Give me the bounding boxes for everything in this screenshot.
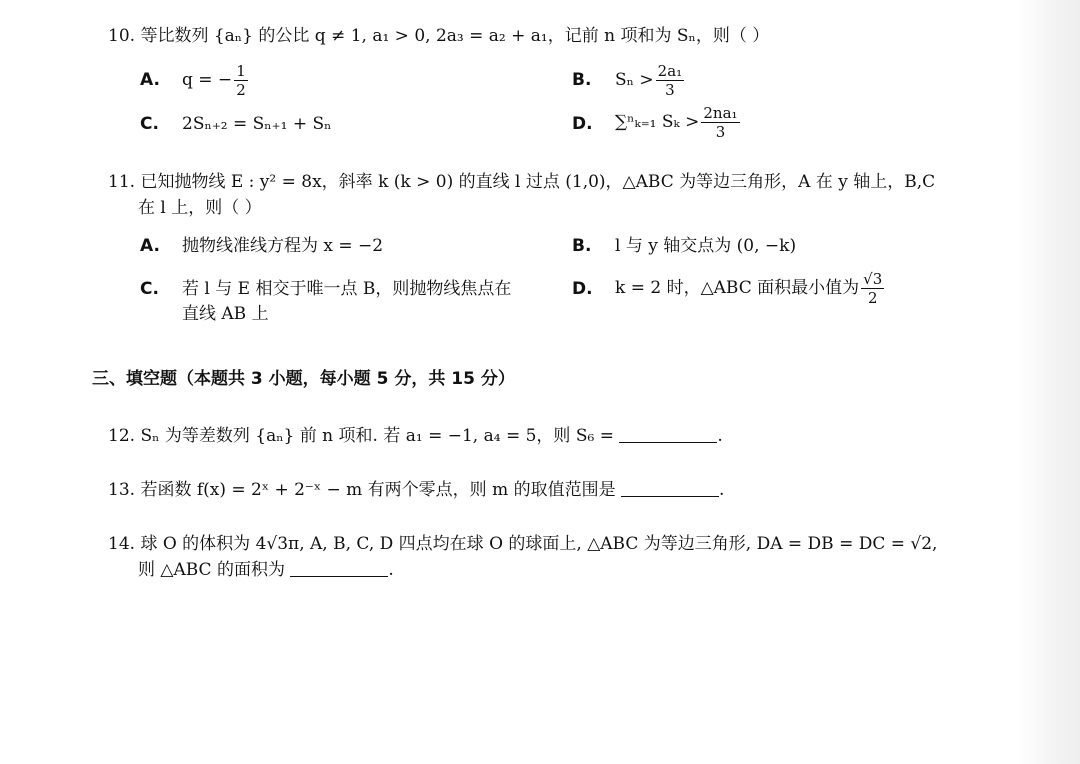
q11-option-b-label: B. — [572, 236, 592, 256]
question-12: 12. Sₙ 为等差数列 {aₙ} 前 n 项和. 若 a₁ = −1, a₄ = 5，则 S₆ = . — [108, 426, 723, 446]
question-13: 13. 若函数 f(x) = 2ˣ + 2⁻ˣ − m 有两个零点，则 m 的取值范围是 . — [108, 480, 725, 500]
q10-option-a-label: A. — [140, 70, 160, 90]
q11-option-d: k = 2 时，△ABC 面积最小值为 $\frac{√3}{2}$ — [615, 270, 883, 307]
question-10-stem: 10. 等比数列 {aₙ} 的公比 q ≠ 1, a₁ > 0, 2a₃ = a₂ + a₁，记前 n 项和为 Sₙ，则（ ） — [108, 26, 770, 46]
fraction: $\frac{\text{2a₁}}{3}$ — [657, 62, 683, 99]
q11-option-c-label: C. — [140, 279, 159, 299]
q11-option-d-label: D. — [572, 279, 593, 299]
q11-option-a: 抛物线准线方程为 x = −2 — [182, 236, 384, 256]
q10-option-c-label: C. — [140, 114, 159, 134]
q10-option-d: ∑ⁿₖ₌₁ Sₖ > $\frac{\text{2na₁}}{3}$ — [615, 104, 738, 141]
question-14-cont: 则 △ABC 的面积为 . — [138, 560, 394, 580]
q10-option-d-label: D. — [572, 114, 593, 134]
q10-option-b: Sₙ > $\frac{\text{2a₁}}{3}$ — [615, 62, 683, 99]
q10-option-b-label: B. — [572, 70, 592, 90]
fraction: $\frac{\text{2na₁}}{3}$ — [703, 104, 738, 141]
page-edge-shadow — [1018, 0, 1080, 764]
fraction: $\frac{1}{2}$ — [236, 62, 246, 99]
q11-option-c: 若 l 与 E 相交于唯一点 B，则抛物线焦点在 — [182, 279, 512, 299]
q11-option-c-cont: 直线 AB 上 — [182, 304, 269, 324]
q10-option-a: q = − $\frac{1}{2}$ — [182, 62, 246, 99]
answer-blank[interactable] — [619, 426, 717, 443]
q10-option-c: 2Sₙ₊₂ = Sₙ₊₁ + Sₙ — [182, 114, 332, 134]
q11-option-b: l 与 y 轴交点为 (0, −k) — [615, 236, 797, 256]
answer-blank[interactable] — [290, 560, 388, 577]
question-14: 14. 球 O 的体积为 4√3π, A, B, C, D 四点均在球 O 的球面上, △ABC 为等边三角形, DA = DB = DC = √2, — [108, 534, 938, 554]
q11-option-a-label: A. — [140, 236, 160, 256]
question-11-stem-cont: 在 l 上，则（ ） — [138, 198, 262, 218]
section-heading: 三、填空题（本题共 3 小题，每小题 5 分，共 15 分） — [92, 369, 515, 389]
fraction: $\frac{√3}{2}$ — [863, 270, 883, 307]
answer-blank[interactable] — [621, 480, 719, 497]
question-11-stem: 11. 已知抛物线 E : y² = 8x，斜率 k (k > 0) 的直线 l 过点 (1,0)，△ABC 为等边三角形，A 在 y 轴上，B,C — [108, 172, 936, 192]
